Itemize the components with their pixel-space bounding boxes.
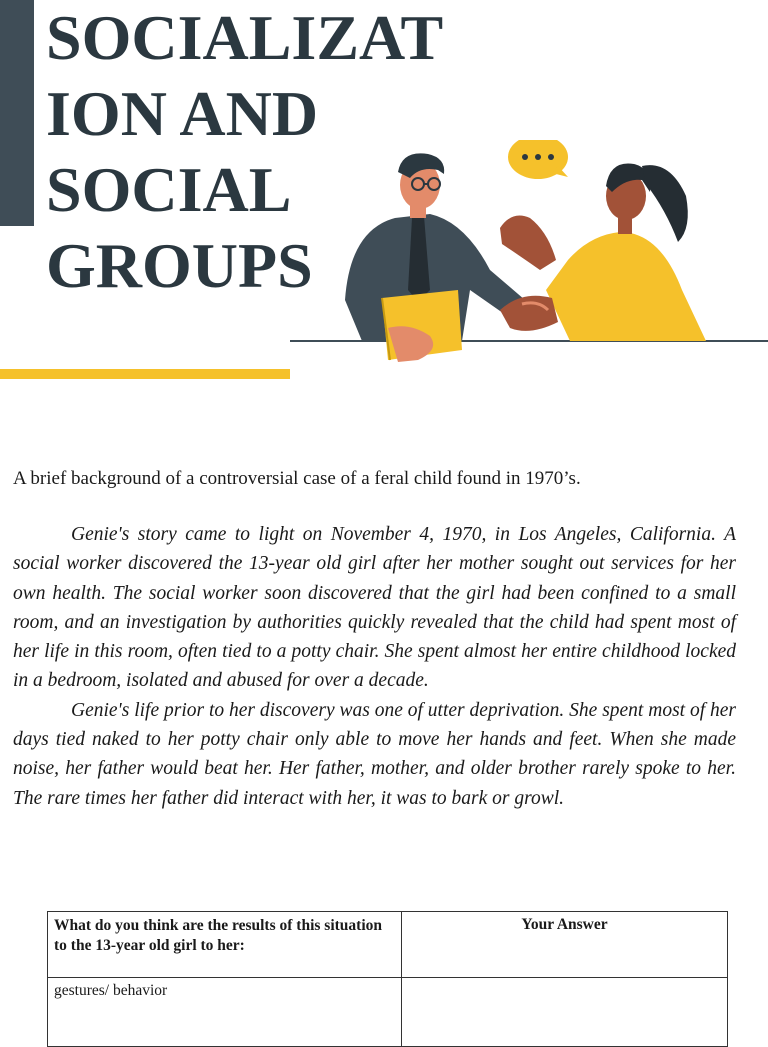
table-header-row [48, 912, 728, 978]
story-paragraph: Genie's life prior to her discovery was one of utter deprivation. She spent most of her days tied naked to her potty chair only able to move her hands and feet. When she made noise, her father would beat her. Her father, mother, and older brother rarely spoke to her. The rare times her father did interact with her, it was to bark or growl. [13, 699, 736, 809]
title-line: GROUPS [46, 230, 313, 301]
title-accent-bar [0, 0, 34, 226]
row-label: gestures/ behavior [48, 978, 402, 1047]
title-line: SOCIALIZAT [46, 2, 444, 73]
table-row [48, 978, 728, 1047]
man-character [345, 153, 525, 362]
story-paragraph: Genie's story came to light on November 4, 1970, in Los Angeles, California. A social worker discovered the 13-year old girl after her mother sought out services for her own health. The social worker soon discovered that the girl had been confined to a small room, and an investigation by authorities quickly revealed that the child had spent most of her life in this room, often tied to a potty chair. She spent almost her entire childhood locked in a bedroom, isolated and abused for over a decade. [13, 524, 736, 692]
answer-table [47, 911, 728, 1047]
title-underline-bar [0, 369, 290, 379]
title-line: ION AND [46, 78, 319, 149]
handshake-illustration [290, 140, 768, 370]
intro-text: A brief background of a controversial case of a feral child found in 1970’s. [13, 468, 581, 489]
speech-bubble-icon [508, 140, 568, 179]
answer-header: Your Answer [402, 912, 728, 978]
answer-cell[interactable] [402, 978, 728, 1047]
question-header: What do you think are the results of this situation to the 13-year old girl to her: [48, 912, 402, 978]
title-line: SOCIAL [46, 154, 292, 225]
woman-character [500, 163, 706, 341]
genie-story [13, 520, 736, 813]
